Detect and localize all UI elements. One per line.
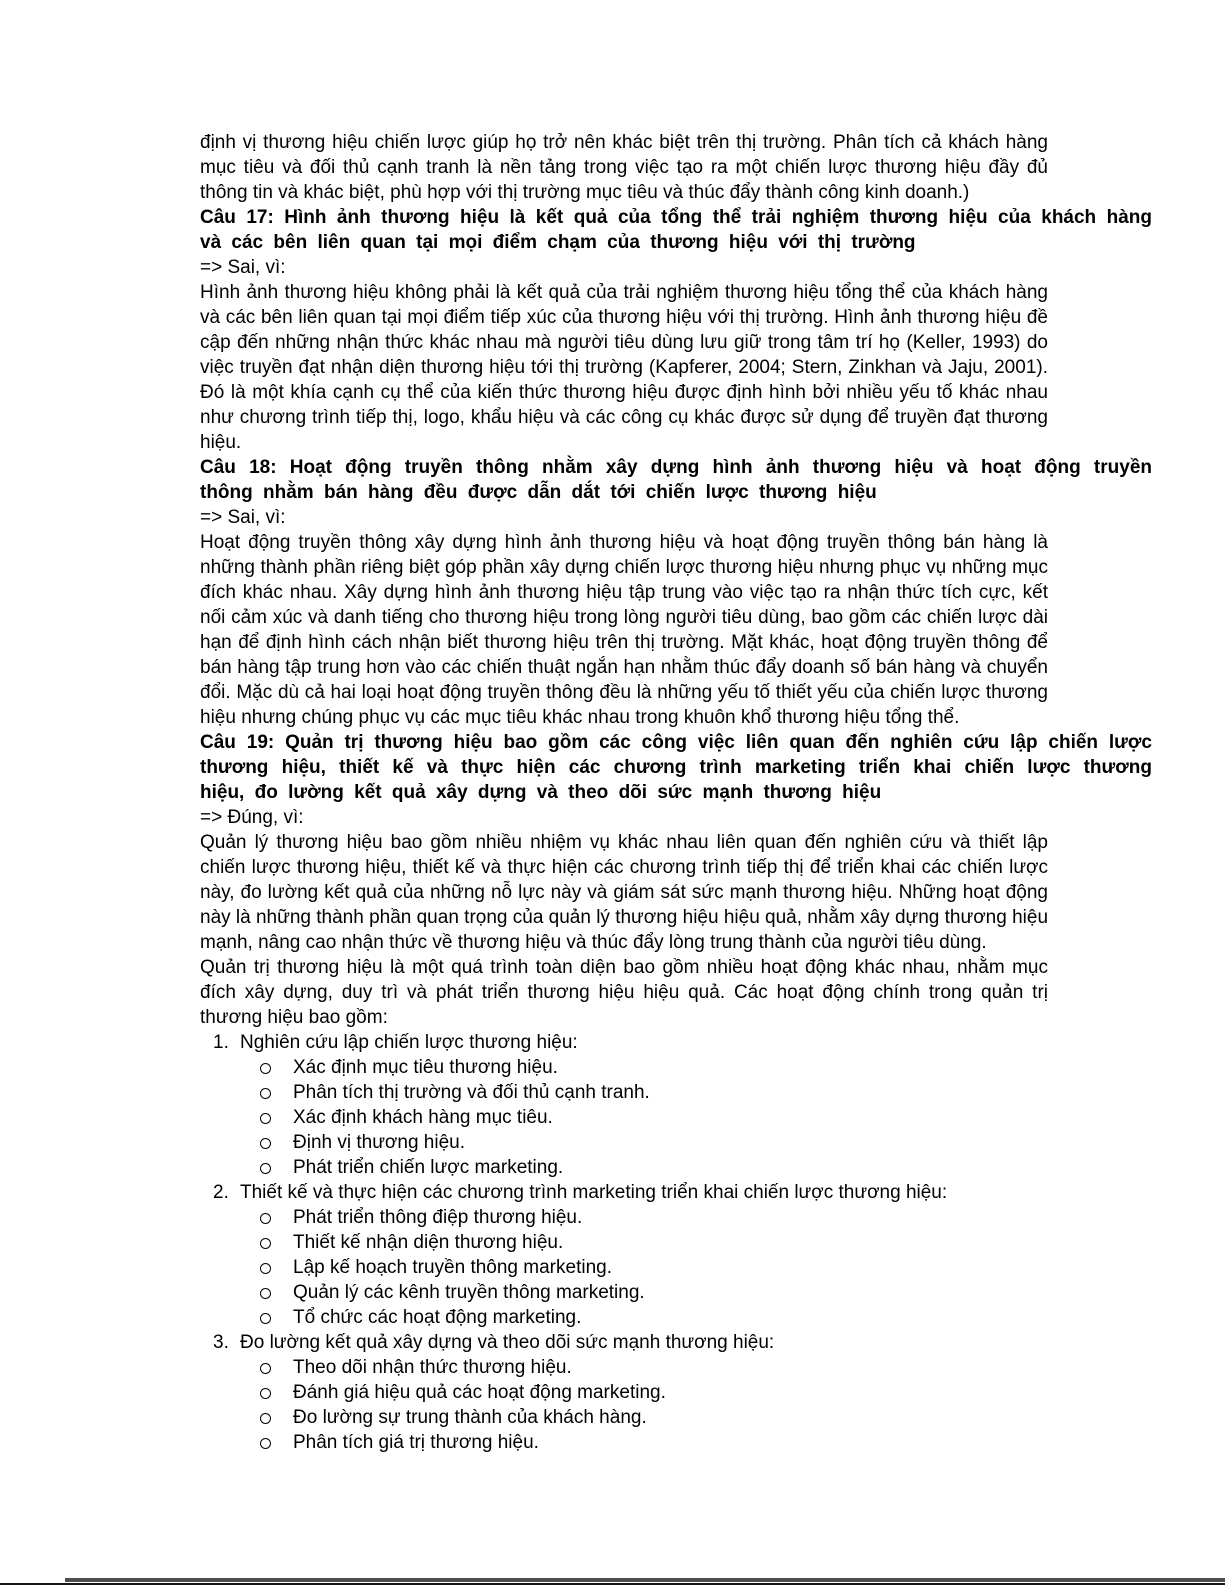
sub-list-item-label: Đo lường sự trung thành của khách hàng. xyxy=(293,1407,647,1428)
circle-bullet-icon xyxy=(260,1113,271,1124)
sub-list-item xyxy=(200,1230,1120,1255)
circle-bullet-icon xyxy=(260,1138,271,1149)
sub-list-item-label: Phát triển chiến lược marketing. xyxy=(293,1157,564,1178)
sub-list-item-label: Theo dõi nhận thức thương hiệu. xyxy=(293,1357,572,1378)
sub-list-item-label: Lập kế hoạch truyền thông marketing. xyxy=(293,1257,612,1278)
circle-bullet-icon xyxy=(260,1163,271,1174)
verdict-line: => Đúng, vì: xyxy=(200,807,304,828)
sub-list-item-label: Định vị thương hiệu. xyxy=(293,1132,465,1153)
list-item-number: 3. xyxy=(213,1332,229,1353)
verdict-line: => Sai, vì: xyxy=(200,507,286,528)
sub-list-item xyxy=(200,1380,1120,1405)
circle-bullet-icon xyxy=(260,1238,271,1249)
circle-bullet-icon xyxy=(260,1363,271,1374)
sub-list-item-label: Xác định khách hàng mục tiêu. xyxy=(293,1107,553,1128)
sub-list-item xyxy=(200,1205,1120,1230)
sub-list-item xyxy=(200,1105,1120,1130)
sub-list-item-label: Xác định mục tiêu thương hiệu. xyxy=(293,1057,558,1078)
question-heading: Câu 17: Hình ảnh thương hiệu là kết quả của tổng thể trải nghiệm thương hiệu của khách hàng và các bên liên quan tại mọi điểm chạm của thương hiệu với thị trường xyxy=(200,207,1152,253)
list-item-number: 2. xyxy=(213,1182,229,1203)
intro-paragraph: định vị thương hiệu chiến lược giúp họ trở nên khác biệt trên thị trường. Phân tích cả khách hàng mục tiêu và đối thủ cạnh tranh là nền tảng trong việc tạo ra một chiến lược thương hiệu đầy đủ thông tin và khác biệt, phù hợp với thị trường mục tiêu và thúc đẩy thành công kinh doanh.) xyxy=(200,132,1048,203)
sub-list-item-label: Phân tích giá trị thương hiệu. xyxy=(293,1432,539,1453)
sub-list-item xyxy=(200,1130,1120,1155)
sub-list-item-label: Phát triển thông điệp thương hiệu. xyxy=(293,1207,583,1228)
circle-bullet-icon xyxy=(260,1288,271,1299)
taskbar-sliver xyxy=(65,1578,1225,1582)
sub-list-item xyxy=(200,1080,1120,1105)
question-heading: Câu 18: Hoạt động truyền thông nhằm xây dựng hình ảnh thương hiệu và hoạt động truyền thông nhằm bán hàng đều được dẫn dắt tới chiến lược thương hiệu xyxy=(200,457,1152,503)
list-item-label: Nghiên cứu lập chiến lược thương hiệu: xyxy=(240,1032,578,1053)
list-item-label: Thiết kế và thực hiện các chương trình marketing triển khai chiến lược thương hiệu: xyxy=(240,1182,948,1203)
answer-paragraph: Quản lý thương hiệu bao gồm nhiều nhiệm vụ khác nhau liên quan đến nghiên cứu và thiết lập chiến lược thương hiệu, thiết kế và thực hiện các chương trình tiếp thị để triển khai các chiến lược này, đo lường kết quả của những nỗ lực này và giám sát sức mạnh thương hiệu. Những hoạt động này là những thành phần quan trọng của quản lý thương hiệu hiệu quả, nhằm xây dựng thương hiệu mạnh, nâng cao nhận thức về thương hiệu và thúc đẩy lòng trung thành của người tiêu dùng. xyxy=(200,832,1049,953)
verdict-line: => Sai, vì: xyxy=(200,257,286,278)
list-item xyxy=(200,1030,1113,1055)
sections-container xyxy=(200,205,1152,1455)
sub-list-item xyxy=(200,1405,1120,1430)
question-heading: Câu 19: Quản trị thương hiệu bao gồm các công việc liên quan đến nghiên cứu lập chiến lược thương hiệu, thiết kế và thực hiện các chương trình marketing triển khai chiến lược thương hiệu, đo lường kết quả xây dựng và theo dõi sức mạnh thương hiệu xyxy=(200,732,1152,803)
sub-list-item xyxy=(200,1155,1120,1180)
answer-paragraph: Hoạt động truyền thông xây dựng hình ảnh thương hiệu và hoạt động truyền thông bán hàng là những thành phần riêng biệt góp phần xây dựng chiến lược thương hiệu nhưng phục vụ những mục đích khác nhau. Xây dựng hình ảnh thương hiệu tập trung vào việc tạo ra nhận thức tích cực, kết nối cảm xúc và danh tiếng cho thương hiệu trong lòng người tiêu dùng, bao gồm các chiến lược dài hạn để định hình cách nhận biết thương hiệu trên thị trường. Mặt khác, hoạt động truyền thông để bán hàng tập trung hơn vào các chiến thuật ngắn hạn nhằm thúc đẩy doanh số bán hàng và chuyển đổi. Mặc dù cả hai loại hoạt động truyền thông đều là những yếu tố thiết yếu của chiến lược thương hiệu nhưng chúng phục vụ các mục tiêu khác nhau trong khuôn khổ thương hiệu tổng thể. xyxy=(200,532,1048,728)
circle-bullet-icon xyxy=(260,1438,271,1449)
sub-list-item-label: Đánh giá hiệu quả các hoạt động marketing. xyxy=(293,1382,666,1403)
sub-list-item-label: Thiết kế nhận diện thương hiệu. xyxy=(293,1232,564,1253)
sub-list-item-label: Quản lý các kênh truyền thông marketing. xyxy=(293,1282,645,1303)
circle-bullet-icon xyxy=(260,1063,271,1074)
list-item xyxy=(200,1330,1113,1355)
answer-paragraph: Quản trị thương hiệu là một quá trình toàn diện bao gồm nhiều hoạt động khác nhau, nhằm mục đích xây dựng, duy trì và phát triển thương hiệu hiệu quả. Các hoạt động chính trong quản trị thương hiệu bao gồm: xyxy=(200,957,1048,1028)
sub-list-item xyxy=(200,1255,1120,1280)
circle-bullet-icon xyxy=(260,1413,271,1424)
sub-list-item-label: Phân tích thị trường và đối thủ cạnh tranh. xyxy=(293,1082,650,1103)
sub-list-item xyxy=(200,1355,1120,1380)
circle-bullet-icon xyxy=(260,1313,271,1324)
sub-list-item xyxy=(200,1055,1120,1080)
circle-bullet-icon xyxy=(260,1263,271,1274)
sub-list-item-label: Tổ chức các hoạt động marketing. xyxy=(293,1307,582,1328)
sub-list-item xyxy=(200,1280,1120,1305)
answer-paragraph: Hình ảnh thương hiệu không phải là kết quả của trải nghiệm thương hiệu tổng thể của khách hàng và các bên liên quan tại mọi điểm tiếp xúc của thương hiệu với thị trường. Hình ảnh thương hiệu đề cập đến những nhận thức khác nhau mà người tiêu dùng lưu giữ trong tâm trí họ (Keller, 1993) do việc truyền đạt nhận diện thương hiệu tới thị trường (Kapferer, 2004; Stern, Zinkhan và Jaju, 2001). Đó là một khía cạnh cụ thể của kiến thức thương hiệu được định hình bởi nhiều yếu tố khác nhau như chương trình tiếp thị, logo, khẩu hiệu và các công cụ khác được sử dụng để truyền đạt thương hiệu. xyxy=(200,282,1048,453)
sub-list-item xyxy=(200,1305,1120,1330)
sub-list-item xyxy=(200,1430,1120,1455)
document-content xyxy=(200,130,1152,1455)
circle-bullet-icon xyxy=(260,1388,271,1399)
list-item-label: Đo lường kết quả xây dựng và theo dõi sức mạnh thương hiệu: xyxy=(240,1332,775,1353)
circle-bullet-icon xyxy=(260,1088,271,1099)
list-item xyxy=(200,1180,1113,1205)
circle-bullet-icon xyxy=(260,1213,271,1224)
list-item-number: 1. xyxy=(213,1032,229,1053)
